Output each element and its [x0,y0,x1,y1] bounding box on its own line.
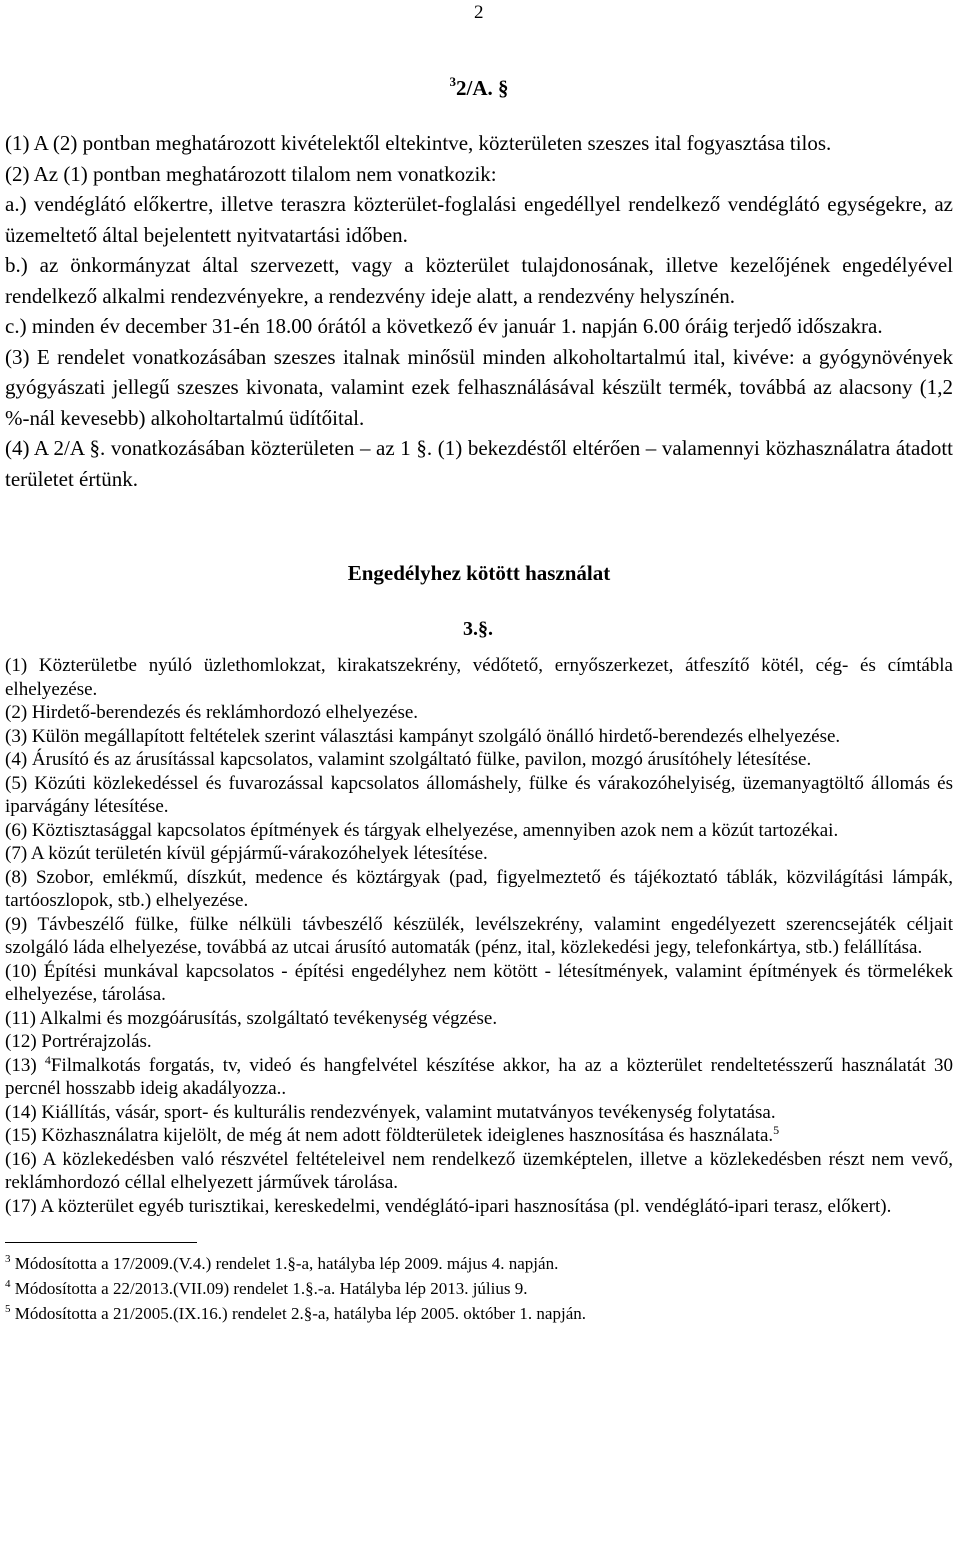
list-item: (4) Árusító és az árusítással kapcsolatos, valamint szolgáltató fülke, pavilon, mozgó árusítóhely létesítése. [5,749,812,770]
footnote [5,1301,953,1326]
list-item: (16) A közlekedésben való részvétel feltételeivel nem rendelkező üzemképtelen, illetve a közlekedésben részt nem vevő, reklámhordozó céllal elhelyezett járművek tárolása. [5,1148,953,1193]
list-item: (12) Portrérajzolás. [5,1031,152,1052]
list-item: (9) Távbeszélő fülke, fülke nélküli távbeszélő készülék, levélszekrény, valamint engedélyezett szerencsejáték céljait szolgáló láda elhelyezése, továbbá az utcai árusító automaták (pénz, ital, közlekedési jegy, telefonkártya, stb.) felállítása. [5,913,953,958]
list-item: (5) Közúti közlekedéssel és fuvarozással kapcsolatos állomáshely, fülke és várakozóhelyiség, üzemanyagtöltő állomás és iparvágány létesítése. [5,772,953,817]
page-number: 2 [474,2,484,23]
list-item: (2) Hirdető-berendezés és reklámhordozó elhelyezése. [5,702,419,723]
footnote-number: 5 [5,1303,11,1315]
list-item: (10) Építési munkával kapcsolatos - építési engedélyhez nem kötött - létesítmények, valamint építmények és törmelékek elhelyezése, tárolása. [5,960,953,1005]
list-item: (11) Alkalmi és mozgóárusítás, szolgáltató tevékenység végzése. [5,1007,498,1029]
paragraph: b.) az önkormányzat által szervezett, vagy a közterület tulajdonosának, illetve kezelőjének engedélyével rendelkező alkalmi rendezvényekre, a rendezvény ideje alatt, a rendezvény helyszínén. [5,253,953,308]
paragraph: (3) E rendelet vonatkozásában szeszes italnak minősül minden alkoholtartalmú ital, kivéve: a gyógynövények gyógyászati jellegű szeszes kivonata, valamint ezek felhasználásával készült termék, továbbá az alacsony (1,2 %-nál kevesebb) alkoholtartalmú üdítőital. [5,344,953,430]
footnote-text: Módosította a 17/2009.(V.4.) rendelet 1.§-a, hatályba lép 2009. május 4. napján. [14,1254,559,1273]
list-item [5,1054,953,1101]
list-item: (6) Köztisztasággal kapcsolatos építmények és tárgyak elhelyezése, amennyiben azok nem a közút tartozékai. [5,819,839,841]
document-body [5,64,953,1326]
paragraph: c.) minden év december 31-én 18.00 órától a következő év január 1. napján 6.00 óráig terjedő időszakra. [5,314,883,338]
paragraph: (2) Az (1) pontban meghatározott tilalom nem vonatkozik: [5,161,497,186]
section-title: 2/A. § [456,76,509,100]
section-paragraphs [5,128,953,494]
footnote-number: 4 [5,1278,11,1290]
list-item: (8) Szobor, emlékmű, díszkút, medence és köztárgyak (pad, figyelmeztető és tájékoztató táblák, közvilágítási lámpák, tartóoszlopok, stb.) elhelyezése. [5,866,953,911]
list-item: (3) Külön megállapított feltételek szerint választási kampányt szolgáló önálló hirdető-berendezés elhelyezése. [5,725,841,747]
item-text: (15) Közhasználatra kijelölt, de még át nem adott földterületek ideiglenes hasznosítása és használata. [5,1125,774,1146]
footnote-ref: 5 [773,1123,780,1137]
footnote-text: Módosította a 21/2005.(IX.16.) rendelet 2.§-a, hatályba lép 2005. október 1. napján. [14,1304,586,1323]
footnote [5,1276,953,1301]
footnotes [5,1251,953,1326]
subsection-heading: Engedélyhez kötött használat [347,561,611,585]
paragraph: (4) A 2/A §. vonatkozásában közterületen – az 1 §. (1) bekezdéstől eltérően – valamennyi közhasználatra átadott területet értünk. [5,436,953,491]
item-text: Filmalkotás forgatás, tv, videó és hangfelvétel készítése akkor, ha az a közterület rendeltetésszerű használatát 30 percnél hosszabb ideig akadályozza.. [5,1054,953,1099]
list-item: (14) Kiállítás, vásár, sport- és kulturális rendezvények, valamint mutatványos tevékenység folytatása. [5,1101,776,1123]
item-list [5,654,953,1218]
footnote-divider [5,1242,197,1243]
footnote-ref: 3 [449,74,456,89]
section-heading [5,64,953,106]
footnote [5,1251,953,1276]
list-item: (17) A közterület egyéb turisztikai, kereskedelmi, vendéglátó-ipari hasznosítása (pl. vendéglátó-ipari terasz, előkert). [5,1195,892,1217]
article-number: 3.§. [463,618,493,640]
footnote-ref: 4 [44,1052,51,1067]
paragraph: (1) A (2) pontban meghatározott kivételektől eltekintve, közterületen szeszes ital fogyasztása tilos. [5,131,832,155]
list-item [5,1124,953,1148]
list-item: (1) Közterületbe nyúló üzlethomlokzat, kirakatszekrény, védőtető, ernyőszerkezet, átfeszítő kötél, cég- és címtábla elhelyezése. [5,655,953,700]
paragraph: a.) vendéglátó előkertre, illetve teraszra közterület-foglalási engedéllyel rendelkező vendéglátó egységekre, az üzemeltető által bejelentett nyitvatartási időben. [5,192,953,247]
item-prefix: (13) [5,1054,45,1076]
list-item: (7) A közút területén kívül gépjármű-várakozóhelyek létesítése. [5,843,488,864]
footnote-text: Módosította a 22/2013.(VII.09) rendelet 1.§.-a. Hatályba lép 2013. július 9. [14,1279,528,1298]
footnote-number: 3 [5,1253,11,1265]
